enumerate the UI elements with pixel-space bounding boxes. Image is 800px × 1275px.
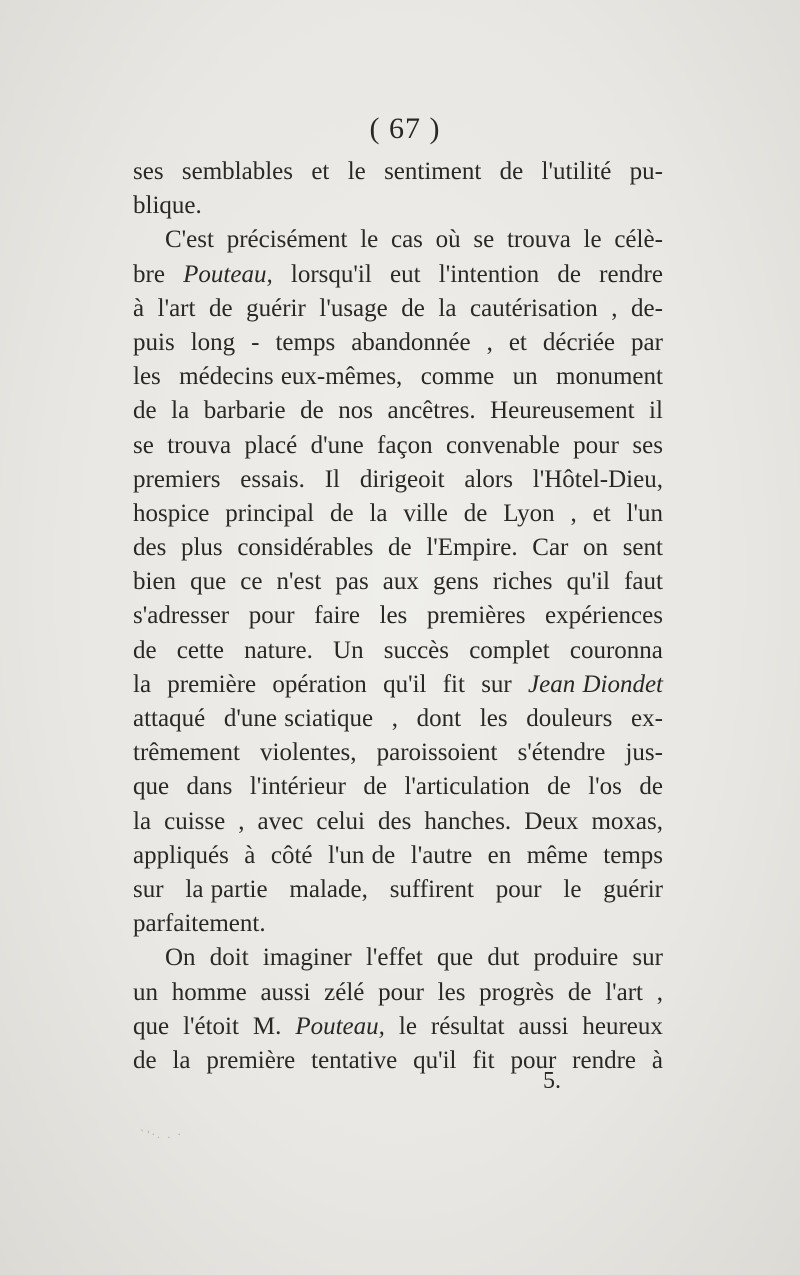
word: C'est (165, 226, 214, 254)
word: l'art (605, 978, 644, 1006)
word: monument (556, 363, 663, 391)
word: ses (632, 431, 663, 459)
word: douleurs (526, 705, 613, 732)
text-line (133, 808, 663, 842)
word: à (651, 1046, 663, 1074)
word: de- (631, 294, 663, 322)
word: zélé (324, 978, 365, 1006)
word: que (190, 568, 227, 596)
word: d'une sciatique (223, 705, 374, 732)
text-line (133, 602, 663, 636)
ink-smudge: `'·. . · (140, 1130, 183, 1141)
word: l'Hôtel-Dieu, (532, 465, 663, 493)
word: violentes, (260, 739, 357, 767)
word: expériences (545, 602, 663, 630)
word: qu'il (566, 568, 611, 596)
word: les (133, 363, 161, 391)
text-line (133, 842, 663, 876)
word: trêmement (133, 739, 240, 767)
word: l'os (588, 773, 622, 801)
word: faut (624, 568, 663, 596)
word: cas (390, 226, 423, 254)
word: de (300, 397, 324, 425)
word: dont (416, 705, 462, 732)
word: qu'il (413, 1046, 457, 1074)
word: eut (390, 260, 421, 288)
word: première (206, 1046, 296, 1074)
word: à (133, 294, 145, 322)
word: et (508, 328, 527, 356)
word: bre (133, 260, 165, 288)
word: faire (314, 602, 360, 630)
word: s'étendre (517, 739, 606, 767)
text-line (133, 226, 663, 260)
word: l'art (157, 294, 196, 322)
text-line (133, 876, 663, 910)
word: la (133, 670, 152, 698)
word: la (369, 499, 388, 527)
italic-word: Pouteau, (295, 1012, 385, 1040)
word: essais. (240, 465, 305, 493)
word: l'un de (327, 841, 396, 869)
word: l'étoit (183, 1012, 239, 1040)
word: s'adresser (133, 602, 230, 630)
text-line (133, 1047, 663, 1081)
word: le (398, 1012, 417, 1040)
word: la partie (185, 875, 268, 903)
word: Heureusement (490, 397, 635, 425)
word: dirigeoit (359, 465, 445, 493)
word: le (583, 226, 602, 254)
text-line (133, 979, 663, 1013)
word: principal (225, 499, 315, 527)
word: sur (481, 670, 512, 698)
word: rendre (572, 1046, 636, 1074)
word: ancêtres. (387, 397, 476, 425)
word: Il (324, 465, 340, 493)
word: cautérisation (470, 294, 598, 322)
word: de (499, 158, 524, 185)
word: Deux (524, 807, 579, 835)
word: malade, (289, 875, 368, 903)
word: jus- (625, 739, 663, 767)
text-line (133, 261, 663, 295)
word: qu'il (383, 670, 427, 698)
word: il (649, 397, 663, 425)
word: Car (532, 534, 569, 562)
word: progrès (479, 978, 555, 1006)
word: n'est (276, 568, 322, 596)
text-line (133, 363, 663, 397)
word: de (133, 397, 157, 425)
word: aux (382, 568, 419, 596)
word: l'autre (410, 841, 473, 869)
word: la (172, 1046, 191, 1074)
text-line (133, 295, 663, 329)
page-number: ( 67 ) (369, 112, 441, 145)
text-line (133, 329, 663, 363)
text-line (133, 534, 663, 568)
word: l'utilité (541, 158, 612, 185)
word: dut (487, 944, 520, 972)
word: convenable (445, 431, 560, 459)
word: à (244, 841, 256, 869)
word: suffirent (389, 875, 474, 903)
word: l'articulation (404, 773, 530, 801)
word: imaginer (262, 944, 352, 972)
word: rendre (599, 260, 663, 288)
word: blique. (133, 192, 202, 220)
word: l'effet (365, 944, 423, 972)
word: de (639, 773, 663, 801)
word: premiers (133, 465, 221, 493)
word: paroissoient (376, 739, 498, 767)
word: trouva (506, 226, 571, 254)
word: cuisse (164, 807, 226, 835)
body-text (133, 158, 663, 1081)
word: le (347, 158, 366, 185)
signature-mark: 5. (543, 1068, 561, 1094)
word: alors (464, 465, 513, 493)
word: M. (252, 1012, 282, 1040)
word: succès (383, 636, 450, 664)
word: fit (442, 670, 465, 698)
word: hanches. (424, 807, 512, 835)
word: l'Empire. (426, 534, 518, 562)
text-line (133, 568, 663, 602)
word: , (656, 978, 663, 1006)
word: parfaitement. (133, 910, 266, 938)
word: sentiment (384, 158, 482, 185)
word: célè- (614, 226, 663, 254)
word: un (133, 978, 158, 1006)
word: de (329, 499, 354, 527)
word: pour (510, 1046, 557, 1074)
word: abandonnée (351, 328, 471, 356)
word: de (463, 499, 488, 527)
word: avec (257, 807, 304, 835)
text-line (133, 739, 663, 773)
word: Lyon (503, 499, 555, 527)
word: l'intérieur (249, 773, 346, 801)
word: opération (272, 670, 367, 698)
word: en (487, 841, 512, 869)
word: produire (533, 944, 619, 972)
italic-word: Pouteau, (183, 260, 273, 288)
text-line (133, 637, 663, 671)
word: se (133, 431, 154, 459)
word: dans (186, 773, 233, 801)
word: le (563, 875, 582, 903)
word: de (209, 294, 233, 322)
word: long (190, 328, 236, 356)
word: médecins eux-mêmes, (179, 363, 403, 391)
word: hospice (133, 499, 210, 527)
word: de (401, 294, 425, 322)
word: pas (335, 568, 369, 596)
word: le (360, 226, 379, 254)
word: de (133, 1046, 157, 1074)
word: couronna (569, 636, 663, 664)
word: , (238, 807, 245, 835)
word: aussi (518, 1012, 569, 1040)
word: ville (403, 499, 448, 527)
text-line (133, 500, 663, 534)
word: pour (495, 875, 542, 903)
word: guérir (246, 294, 306, 322)
text-line (133, 671, 663, 705)
word: , (391, 705, 398, 732)
word: Un (333, 636, 364, 664)
text-line (133, 192, 663, 226)
word: de (557, 260, 581, 288)
word: de (133, 636, 157, 664)
word: les (379, 602, 408, 630)
text-line (133, 397, 663, 431)
word: de (567, 978, 592, 1006)
word: des (133, 534, 167, 562)
word: - (251, 328, 260, 356)
word: pour (378, 978, 424, 1006)
word: par (631, 328, 663, 356)
word: résultat (430, 1012, 505, 1040)
word: même (526, 841, 588, 869)
word: ex- (631, 705, 663, 732)
text-line (133, 773, 663, 807)
word: décriée (542, 328, 616, 356)
word: puis (133, 328, 175, 356)
text-line (133, 944, 663, 978)
word: précisément (226, 226, 348, 254)
word: ce (240, 568, 263, 596)
word: fit (472, 1046, 495, 1074)
word: première (167, 670, 257, 698)
word: la (133, 807, 152, 835)
text-line (133, 910, 663, 944)
word: des (378, 807, 412, 835)
text-line (133, 1013, 663, 1047)
word: heureux (582, 1012, 663, 1040)
word: les (479, 705, 508, 732)
word: la (438, 294, 457, 322)
word: on (583, 534, 609, 562)
word: doit (209, 944, 249, 972)
word: placé (244, 431, 298, 459)
text-line (133, 466, 663, 500)
word: sur (632, 944, 663, 972)
word: ses (133, 158, 164, 185)
word: pu- (629, 158, 663, 185)
word: attaqué (133, 705, 206, 732)
word: comme (420, 363, 495, 391)
word: et (311, 158, 330, 185)
word: appliqués (133, 841, 229, 869)
word: côté (270, 841, 313, 869)
word: temps (275, 328, 336, 356)
word: barbarie (203, 397, 286, 425)
word: , (486, 328, 493, 356)
word: sur (133, 875, 164, 903)
word: complet (469, 636, 550, 664)
word: gens (432, 568, 479, 596)
word: premières (426, 602, 526, 630)
word: bien (133, 568, 177, 596)
word: On (165, 944, 196, 972)
word: les (437, 978, 466, 1006)
word: semblables (181, 158, 293, 185)
word: que (133, 1012, 170, 1040)
word: moxas, (591, 807, 663, 835)
word: façon (377, 431, 433, 459)
text-line (133, 705, 663, 739)
word: nos (338, 397, 373, 425)
word: sent (622, 534, 663, 562)
word: trouva (167, 431, 232, 459)
word: nature. (244, 636, 313, 664)
word: tentative (311, 1046, 398, 1074)
word: et (592, 499, 611, 527)
word: de (388, 534, 412, 562)
word: homme (171, 978, 247, 1006)
word: pour (573, 431, 619, 459)
word: de (363, 773, 387, 801)
word: celui (316, 807, 365, 835)
word: aussi (260, 978, 311, 1006)
word: considérables (237, 534, 374, 562)
word: que (133, 773, 170, 801)
word: l'un (626, 499, 663, 527)
word: l'usage (319, 294, 388, 322)
text-line (133, 432, 663, 466)
word: lorsqu'il (290, 260, 372, 288)
word: où (435, 226, 461, 254)
word: plus (180, 534, 223, 562)
text-line (133, 158, 663, 192)
word: la (171, 397, 190, 425)
word: cette (176, 636, 224, 664)
word: l'intention (438, 260, 540, 288)
word: , (611, 294, 618, 322)
italic-word: Jean Diondet (528, 670, 663, 698)
word: que (437, 944, 474, 972)
word: se (473, 226, 495, 254)
word: riches (492, 568, 553, 596)
word: pour (248, 602, 295, 630)
word: d'une (310, 431, 364, 459)
word: , (570, 499, 577, 527)
word: guérir (603, 875, 663, 903)
word: de (547, 773, 571, 801)
word: temps (603, 841, 663, 869)
word: un (512, 363, 538, 391)
